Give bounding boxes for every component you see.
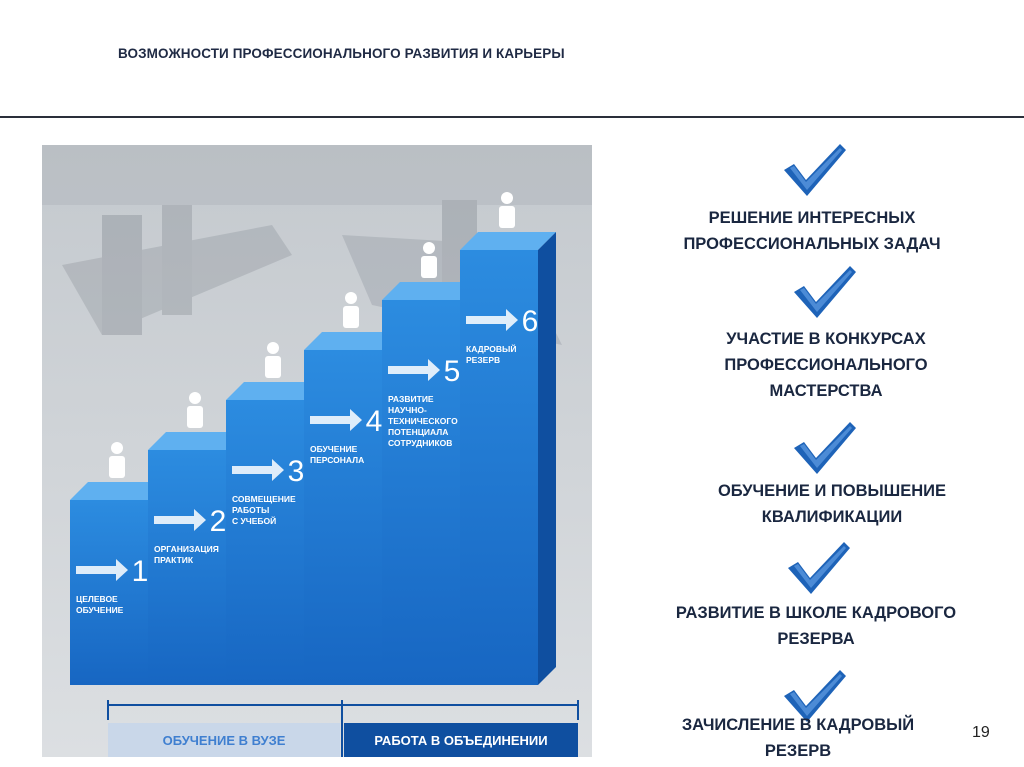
step-label: РАЗВИТИЕ — [388, 394, 434, 404]
step-number: 2 — [209, 505, 227, 538]
step-label: ТЕХНИЧЕСКОГО — [388, 416, 458, 426]
stairs-graphic — [42, 145, 592, 757]
career-ladder-infographic — [42, 145, 592, 757]
step-number: 1 — [131, 555, 149, 588]
person-icon — [187, 392, 203, 428]
step-label: НАУЧНО- — [388, 405, 427, 415]
person-icon — [499, 192, 515, 228]
step-label: РЕЗЕРВ — [466, 355, 501, 365]
step-label: ПОТЕНЦИАЛА — [388, 427, 449, 437]
benefit-line: ПРОФЕССИОНАЛЬНЫХ ЗАДАЧ — [683, 235, 941, 253]
phase-left-label: ОБУЧЕНИЕ В ВУЗЕ — [162, 733, 286, 748]
step-label: КАДРОВЫЙ — [466, 344, 517, 354]
benefit-line: ЗАЧИСЛЕНИЕ В КАДРОВЫЙ — [681, 716, 915, 734]
benefit-line: КВАЛИФИКАЦИИ — [761, 508, 903, 526]
step-label: РАБОТЫ — [232, 505, 270, 515]
step-number: 6 — [521, 305, 539, 338]
benefit-line: РАЗВИТИЕ В ШКОЛЕ КАДРОВОГО — [675, 604, 957, 622]
step-number: 5 — [443, 355, 461, 388]
step-number: 3 — [287, 455, 305, 488]
benefit-line: ПРОФЕССИОНАЛЬНОГО — [724, 356, 928, 374]
benefit-line: ОБУЧЕНИЕ И ПОВЫШЕНИЕ — [717, 482, 947, 500]
benefit-line: МАСТЕРСТВА — [769, 382, 883, 400]
benefit-line: РЕЗЕРВ — [764, 742, 832, 760]
benefit-item — [628, 712, 968, 764]
person-icon — [343, 292, 359, 328]
step-6 — [460, 192, 556, 685]
benefit-item — [642, 205, 982, 257]
check-icon — [790, 262, 860, 327]
step-label: ОРГАНИЗАЦИЯ — [154, 544, 219, 554]
check-icon — [784, 538, 854, 603]
benefit-item — [662, 478, 1002, 530]
benefit-line: УЧАСТИЕ В КОНКУРСАХ — [726, 330, 926, 348]
slide-title: ВОЗМОЖНОСТИ ПРОФЕССИОНАЛЬНОГО РАЗВИТИЯ И КАРЬЕРЫ — [118, 46, 565, 61]
person-icon — [265, 342, 281, 378]
step-label: С УЧЕБОЙ — [232, 516, 277, 526]
check-icon — [780, 140, 850, 205]
page-number: 19 — [972, 724, 990, 741]
check-icon — [790, 418, 860, 483]
person-icon — [109, 442, 125, 478]
benefit-item — [646, 600, 986, 652]
title-divider — [0, 116, 1024, 118]
step-label: ЦЕЛЕВОЕ — [76, 594, 118, 604]
step-label: СОТРУДНИКОВ — [388, 438, 453, 448]
phase-right-label: РАБОТА В ОБЪЕДИНЕНИИ — [374, 733, 548, 748]
person-icon — [421, 242, 437, 278]
step-label: СОВМЕЩЕНИЕ — [232, 494, 296, 504]
step-label: ПЕРСОНАЛА — [310, 455, 365, 465]
step-label: ОБУЧЕНИЕ — [310, 444, 358, 454]
step-label: ОБУЧЕНИЕ — [76, 605, 124, 615]
benefit-line: РЕШЕНИЕ ИНТЕРЕСНЫХ — [708, 209, 916, 227]
benefit-line: РЕЗЕРВА — [777, 630, 855, 648]
step-number: 4 — [365, 405, 383, 438]
benefit-item — [656, 326, 996, 404]
step-label: ПРАКТИК — [154, 555, 194, 565]
